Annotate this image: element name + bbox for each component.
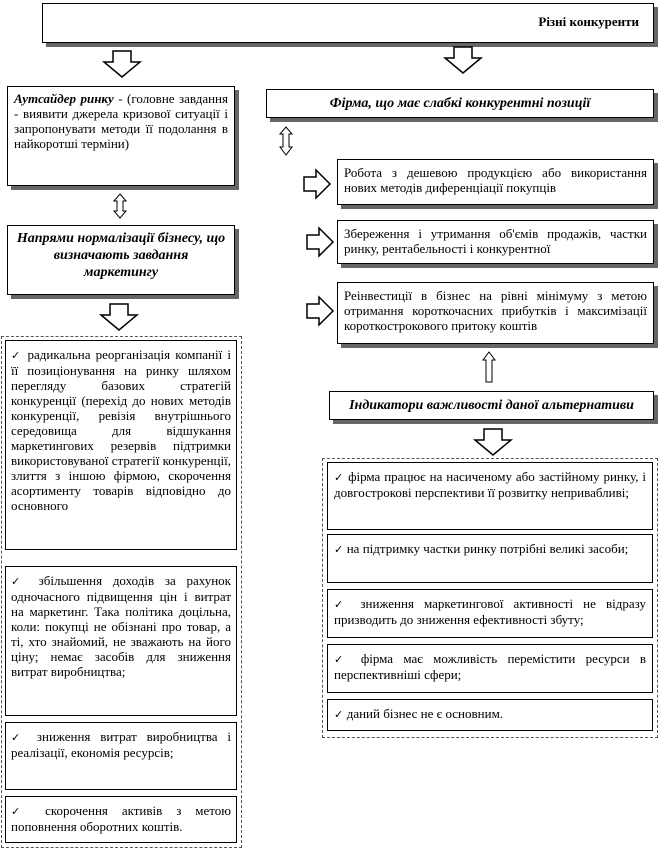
indicator-text: ✓ зниження маркетингової активності не відразу призводить до зниження ефективності збуту;	[334, 596, 646, 627]
indicator-item-4	[327, 644, 653, 693]
item-text: ✓ зниження витрат виробництва і реалізації, економія ресурсів;	[11, 729, 231, 760]
indicator-text: ✓ фірма працює на насиченому або застійному ринку, і довгострокові перспективи її розвитку непривабливі;	[334, 469, 646, 500]
item-text: ✓ збільшення доходів за рахунок одночасного підвищення цін і витрат на маркетинг. Така політика доцільна, коли: покупці не обізнані про товар, а ті, хто знайомий, не зважають на його ціну; немає засобів для зниження витрат виробництва;	[11, 573, 231, 679]
firm-text: Фірма, що має слабкі конкурентні позиції	[329, 96, 591, 111]
strategy-text: Робота з дешевою продукцією або використання нових методів диференціації покупців	[344, 165, 647, 195]
item-text: ✓ скорочення активів з метою поповнення оборотних коштів.	[11, 803, 231, 834]
indicator-text: ✓ фірма має можливість перемістити ресурси в перспективніші сфери;	[334, 651, 646, 682]
outsider-text: - (головне завдання - виявити джерела кризової ситуації і запропонувати методи її подолання в найкоротші терміни)	[14, 91, 228, 151]
indicator-item-2	[327, 534, 653, 583]
strategy-box-3	[337, 282, 654, 344]
indicator-text: ✓ на підтримку частки ринку потрібні великі засоби;	[334, 541, 628, 556]
outsider-box	[7, 86, 235, 186]
firm-box	[266, 89, 654, 118]
strategy-text: Реінвестиції в бізнес на рівні мінімуму з метою отримання короткочасних прибутків і максимізації короткострокового притоку коштів	[344, 288, 647, 333]
indicator-text: ✓ даний бізнес не є основним.	[334, 706, 503, 721]
up-arrow-icon	[482, 351, 496, 383]
header-title: Різні конкуренти	[538, 14, 639, 29]
left-item-2	[5, 566, 237, 716]
item-text: ✓ радикальна реорганізація компанії і її позиціонування на ринку шляхом перегляду базових стратегій конкуренції (перехід до нових методів конкуренції, ревізія внутрішнього середовища для відшукання маркетингових резервів підтримки використовуваної стратегії конкуренції, злиття з іншою фірмою, скорочення асортименту товарів відповідно до основного	[11, 347, 231, 513]
directions-text: Напрями нормалізації бізнесу, що визначають завдання маркетингу	[16, 231, 226, 280]
left-item-4	[5, 796, 237, 843]
indicator-item-3	[327, 589, 653, 638]
right-arrow-icon	[303, 169, 331, 199]
left-item-1	[5, 340, 237, 550]
down-arrow-icon	[443, 46, 483, 74]
strategy-box-1	[337, 159, 654, 205]
indicator-item-1	[327, 462, 653, 530]
right-arrow-icon	[306, 227, 334, 257]
down-arrow-icon	[102, 50, 142, 78]
down-arrow-icon	[99, 303, 139, 331]
left-item-3	[5, 722, 237, 790]
strategy-box-2	[337, 220, 654, 264]
double-arrow-icon	[113, 193, 127, 219]
indicator-item-5	[327, 699, 653, 731]
outsider-name: Аутсайдер ринку	[14, 91, 114, 106]
directions-box	[7, 225, 235, 295]
down-arrow-icon	[473, 428, 513, 456]
indicators-title: Індикатори важливості даної альтернативи	[349, 398, 634, 413]
strategy-text: Збереження і утримання об'ємів продажів, частки ринку, рентабельності і конкурентної	[344, 226, 647, 256]
indicators-title-box	[329, 391, 654, 420]
double-arrow-icon	[279, 126, 293, 156]
header-box	[42, 3, 654, 43]
right-arrow-icon	[306, 296, 334, 326]
